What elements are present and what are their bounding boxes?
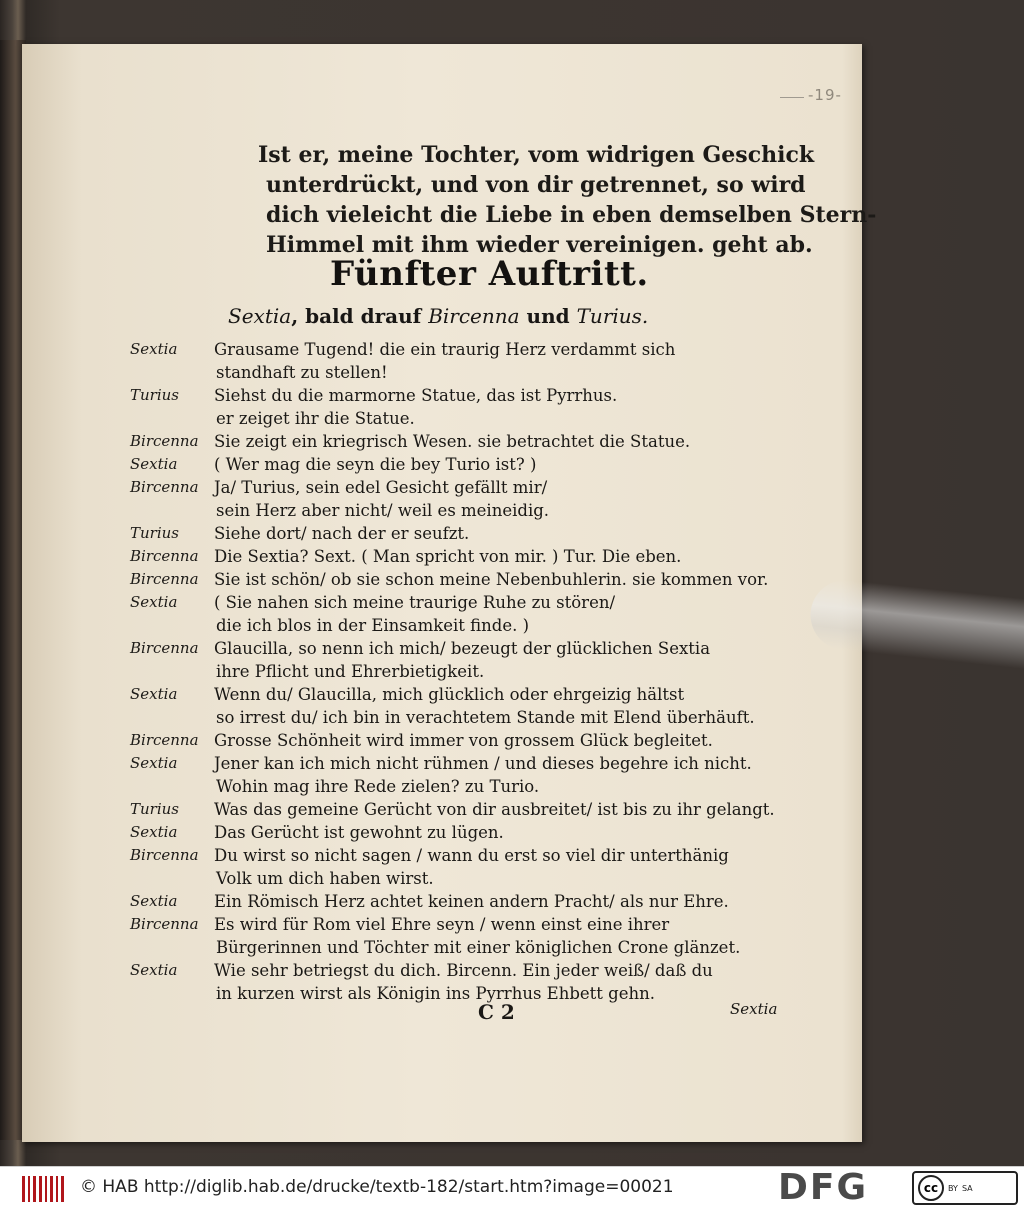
speech-line: ( Wer mag die seyn die bey Turio ist? ) — [214, 455, 537, 474]
dialogue-turn — [130, 453, 810, 476]
dialogue-turn — [130, 683, 810, 729]
dialogue-turn — [130, 752, 810, 798]
footer-bar — [0, 1166, 1024, 1209]
speech — [214, 798, 810, 821]
cc-by-label: BY — [948, 1183, 958, 1193]
dialogue-turn — [130, 545, 810, 568]
speech-line: Siehe dort/ nach der er seufzt. — [214, 524, 470, 543]
cast-name: Turius. — [576, 304, 649, 328]
speech — [214, 545, 810, 568]
speech — [214, 430, 810, 453]
cast-name: Bircenna — [428, 304, 520, 328]
dialogue-turn — [130, 798, 810, 821]
speaker-name: Bircenna — [130, 478, 199, 496]
speech-line: Grosse Schönheit wird immer von grossem Glück begleitet. — [214, 731, 713, 750]
intro-paragraph — [258, 140, 877, 260]
speech-line: Wohin mag ihre Rede zielen? zu Turio. — [216, 777, 540, 796]
speaker-name: Sextia — [130, 455, 178, 473]
speaker-name: Sextia — [130, 961, 178, 979]
speech — [214, 384, 810, 430]
dialogue-turn — [130, 522, 810, 545]
speech-line: Wenn du/ Glaucilla, mich glücklich oder ehrgeizig hältst — [214, 685, 685, 704]
speech — [214, 844, 810, 890]
speech — [214, 890, 810, 913]
intro-line: Ist er, meine Tochter, vom widrigen Geschick — [258, 142, 815, 168]
speech-line: Bürgerinnen und Töchter mit einer königlichen Crone glänzet. — [216, 938, 741, 957]
speaker-name: Bircenna — [130, 547, 199, 565]
speech — [214, 959, 810, 1005]
speech-line: er zeiget ihr die Statue. — [216, 409, 415, 428]
speech-line: Sie zeigt ein kriegrisch Wesen. sie betrachtet die Statue. — [214, 432, 691, 451]
speech-line: ihre Pflicht und Ehrerbietigkeit. — [216, 662, 485, 681]
speech — [214, 637, 810, 683]
dialogue-turn — [130, 568, 810, 591]
speech — [214, 338, 810, 384]
speech-line: standhaft zu stellen! — [216, 363, 388, 382]
folio-number: -19- — [808, 86, 842, 104]
speech-line: Was das gemeine Gerücht von dir ausbreitet/ ist bis zu ihr gelangt. — [214, 800, 775, 819]
speech-line: so irrest du/ ich bin in verachtetem Stande mit Elend überhäuft. — [216, 708, 755, 727]
intro-line: unterdrückt, und von dir getrennet, so wird — [266, 172, 806, 198]
dialogue-turn — [130, 637, 810, 683]
cc-sa-label: SA — [961, 1183, 973, 1193]
speech-line: Sie ist schön/ ob sie schon meine Nebenbuhlerin. sie kommen vor. — [214, 570, 769, 589]
dialogue-turn — [130, 913, 810, 959]
intro-line: dich vieleicht die Liebe in eben demselben Stern- — [266, 202, 877, 228]
dialogue-turn — [130, 338, 810, 384]
speech-line: Du wirst so nicht sagen / wann du erst so viel dir unterthänig — [214, 846, 729, 865]
speaker-name: Turius — [130, 386, 179, 404]
dialogue-turn — [130, 821, 810, 844]
speech — [214, 821, 810, 844]
speech — [214, 476, 810, 522]
speech — [214, 752, 810, 798]
speaker-name: Sextia — [130, 685, 178, 703]
dfg-logo: DFG — [778, 1167, 869, 1208]
speech — [214, 522, 810, 545]
speaker-name: Turius — [130, 524, 179, 542]
cc-icon: cc — [918, 1175, 944, 1201]
speaker-name: Sextia — [130, 823, 178, 841]
speech-line: Jener kan ich mich nicht rühmen / und dieses begehre ich nicht. — [214, 754, 752, 773]
footer-source-link[interactable]: © HAB http://diglib.hab.de/drucke/textb-182/start.htm?image=00021 — [80, 1177, 674, 1197]
speaker-name: Bircenna — [130, 570, 199, 588]
dialogue-turn — [130, 729, 810, 752]
catchword: Sextia — [730, 1000, 778, 1018]
dialogue-turn — [130, 591, 810, 637]
speaker-name: Sextia — [130, 340, 178, 358]
speech-line: ( Sie nahen sich meine traurige Ruhe zu stören/ — [214, 593, 616, 612]
speech-line: Volk um dich haben wirst. — [216, 869, 434, 888]
speaker-name: Turius — [130, 800, 179, 818]
hab-logo-icon — [22, 1176, 64, 1202]
speaker-name: Bircenna — [130, 639, 199, 657]
speech — [214, 453, 810, 476]
dialogue-turn — [130, 476, 810, 522]
cast-line — [228, 304, 648, 328]
speech-line: Siehst du die marmorne Statue, das ist Pyrrhus. — [214, 386, 618, 405]
speaker-name: Bircenna — [130, 432, 199, 450]
speech-line: Es wird für Rom viel Ehre seyn / wenn einst eine ihrer — [214, 915, 670, 934]
speaker-name: Sextia — [130, 593, 178, 611]
speech — [214, 683, 810, 729]
speech-line: Ein Römisch Herz achtet keinen andern Pracht/ als nur Ehre. — [214, 892, 729, 911]
speaker-name: Bircenna — [130, 915, 199, 933]
cast-connector: , bald drauf — [291, 304, 429, 328]
scene-heading: Fünfter Auftritt. — [330, 254, 649, 294]
dialogue — [130, 338, 810, 1005]
speech-line: Das Gerücht ist gewohnt zu lügen. — [214, 823, 504, 842]
speaker-name: Sextia — [130, 754, 178, 772]
speaker-name: Sextia — [130, 892, 178, 910]
dialogue-turn — [130, 384, 810, 430]
speech-line: sein Herz aber nicht/ weil es meineidig. — [216, 501, 550, 520]
speech — [214, 591, 810, 637]
dialogue-turn — [130, 890, 810, 913]
speaker-name: Bircenna — [130, 731, 199, 749]
dialogue-turn — [130, 844, 810, 890]
cast-connector: und — [519, 304, 577, 328]
speech-line: Wie sehr betriegst du dich. Bircenn. Ein jeder weiß/ daß du — [214, 961, 713, 980]
dialogue-turn — [130, 959, 810, 1005]
speaker-name: Bircenna — [130, 846, 199, 864]
intro-line: Himmel mit ihm wieder vereinigen. geht ab. — [266, 232, 813, 258]
dialogue-turn — [130, 430, 810, 453]
speech — [214, 729, 810, 752]
speech — [214, 913, 810, 959]
cc-license-badge[interactable] — [912, 1171, 1018, 1205]
speech-line: Die Sextia? Sext. ( Man spricht von mir. ) Tur. Die eben. — [214, 547, 682, 566]
speech-line: Glaucilla, so nenn ich mich/ bezeugt der glücklichen Sextia — [214, 639, 711, 658]
speech-line: die ich blos in der Einsamkeit finde. ) — [216, 616, 530, 635]
speech — [214, 568, 810, 591]
speech-line: Grausame Tugend! die ein traurig Herz verdammt sich — [214, 340, 676, 359]
signature-mark: C 2 — [478, 1000, 515, 1024]
speech-line: Ja/ Turius, sein edel Gesicht gefällt mir/ — [214, 478, 548, 497]
speech-line: in kurzen wirst als Königin ins Pyrrhus Ehbett gehn. — [216, 984, 655, 1003]
cast-name: Sextia — [228, 304, 292, 328]
folio-rule — [780, 97, 804, 98]
